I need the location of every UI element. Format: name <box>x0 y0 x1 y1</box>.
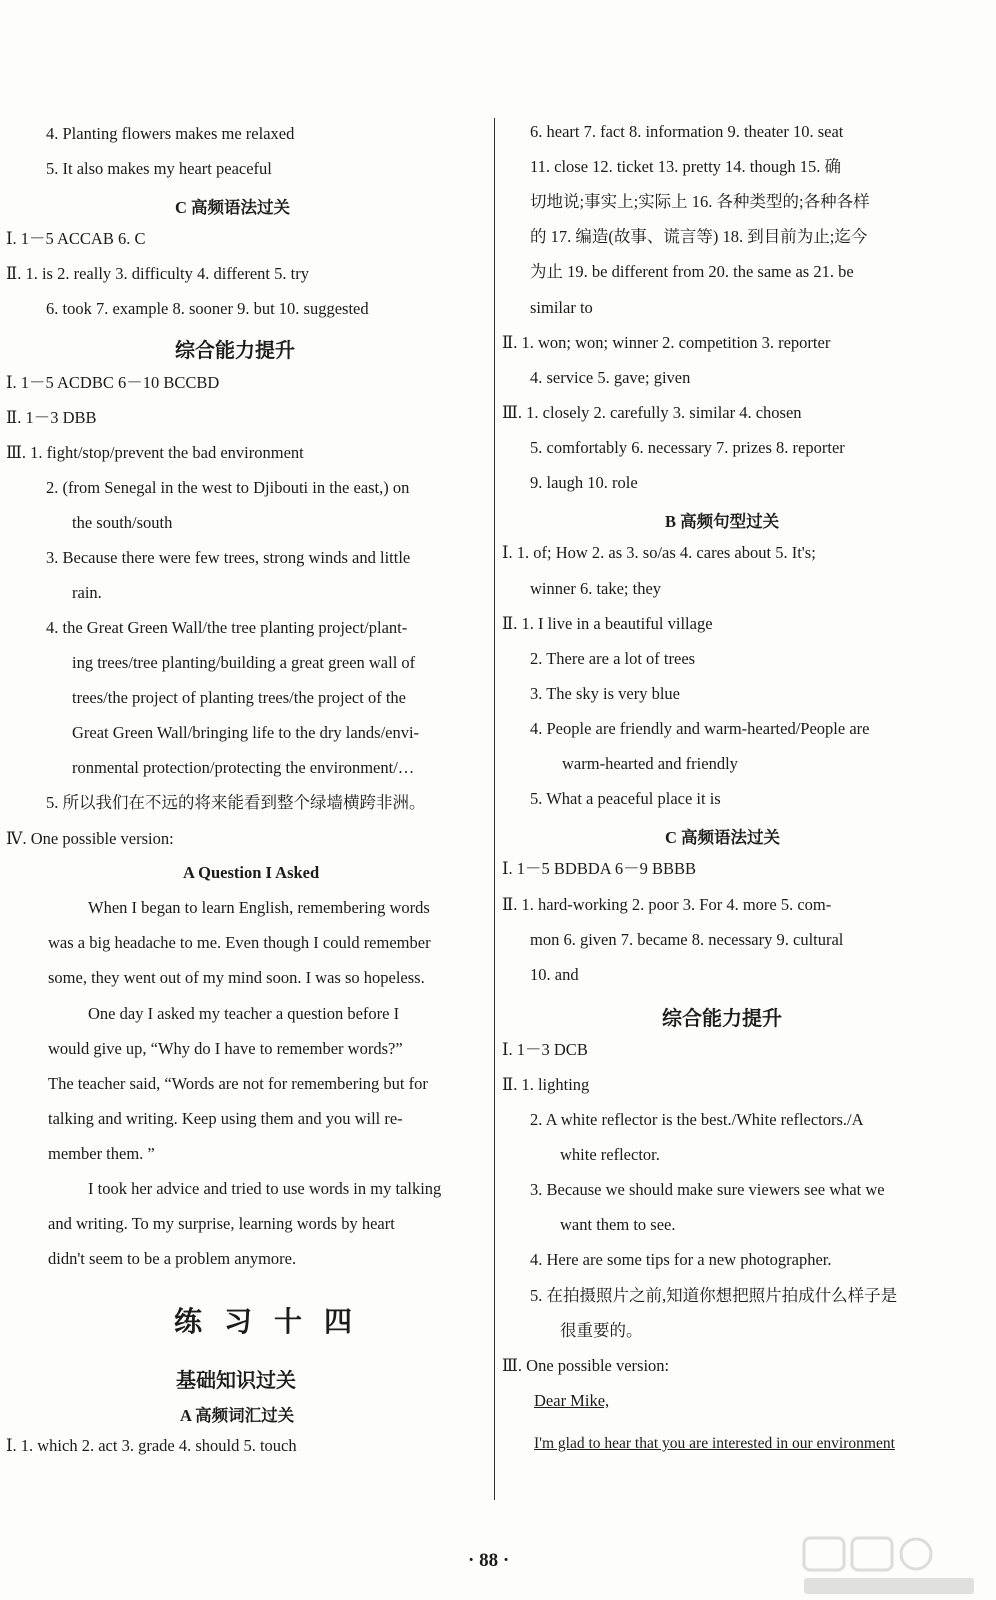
answer-line: 2. (from Senegal in the west to Djibouti in the east,) on <box>46 478 410 497</box>
section-heading: A 高频词汇过关 <box>180 1406 295 1425</box>
answer-line: Great Green Wall/bringing life to the dry lands/envi- <box>72 723 420 742</box>
section-heading: 基础知识过关 <box>176 1370 296 1392</box>
answer-line: 3. Because there were few trees, strong winds and little <box>46 548 411 567</box>
answer-line: white reflector. <box>560 1145 660 1164</box>
column-divider <box>494 118 495 1500</box>
answer-line: Ⅲ. 1. fight/stop/prevent the bad environment <box>6 443 304 462</box>
answer-line: 4. Here are some tips for a new photographer. <box>530 1250 832 1269</box>
answer-line: 4. Planting flowers makes me relaxed <box>46 124 295 143</box>
answer-line: the south/south <box>72 513 173 532</box>
essay-line: and writing. To my surprise, learning words by heart <box>48 1214 395 1233</box>
essay-title: A Question I Asked <box>183 863 320 882</box>
section-heading: C 高频语法过关 <box>175 198 291 217</box>
answer-line: Ⅱ. 1. is 2. really 3. difficulty 4. different 5. try <box>6 264 309 283</box>
answer-line: 5. 所以我们在不远的将来能看到整个绿墙横跨非洲。 <box>46 793 426 812</box>
answer-line: ing trees/tree planting/building a great green wall of <box>72 653 416 672</box>
answer-line: Ⅱ. 1. lighting <box>502 1075 590 1094</box>
answer-line: 6. took 7. example 8. sooner 9. but 10. suggested <box>46 299 369 318</box>
answer-line: 2. A white reflector is the best./White reflectors./A <box>530 1110 864 1129</box>
answer-line: Ⅳ. One possible version: <box>6 829 174 848</box>
answer-line: 5. 在拍摄照片之前,知道你想把照片拍成什么样子是 <box>530 1286 898 1305</box>
page-number: · 88 · <box>468 1550 510 1571</box>
answer-line: Ⅱ. 1. hard-working 2. poor 3. For 4. more 5. com- <box>502 895 832 914</box>
essay-line: I took her advice and tried to use words in my talking <box>88 1179 442 1198</box>
answer-line: 5. What a peaceful place it is <box>530 789 721 808</box>
answer-line: 11. close 12. ticket 13. pretty 14. though 15. 确 <box>530 157 842 176</box>
answer-line: 5. comfortably 6. necessary 7. prizes 8. reporter <box>530 438 845 457</box>
answer-line: 切地说;事实上;实际上 16. 各种类型的;各种各样 <box>530 192 870 211</box>
essay-line: would give up, “Why do I have to remember words?” <box>48 1039 403 1058</box>
answer-line: Ⅰ. 1－3 DCB <box>502 1040 588 1059</box>
answer-line: 4. the Great Green Wall/the tree planting project/plant- <box>46 618 408 637</box>
essay-line: When I began to learn English, remembering words <box>88 898 430 917</box>
essay-line: talking and writing. Keep using them and you will re- <box>48 1109 403 1128</box>
answer-line: 4. People are friendly and warm-hearted/People are <box>530 719 870 738</box>
answer-line: trees/the project of planting trees/the project of the <box>72 688 406 707</box>
answer-line: 5. It also makes my heart peaceful <box>46 159 272 178</box>
letter-salutation: Dear Mike, <box>534 1391 610 1410</box>
essay-line: some, they went out of my mind soon. I was so hopeless. <box>48 968 425 987</box>
section-heading: 综合能力提升 <box>662 1008 782 1030</box>
answer-line: 10. and <box>530 965 579 984</box>
answer-line: Ⅲ. One possible version: <box>502 1356 670 1375</box>
answer-line: Ⅱ. 1. won; won; winner 2. competition 3. reporter <box>502 333 831 352</box>
essay-line: didn't seem to be a problem anymore. <box>48 1249 297 1268</box>
answer-line: 很重要的。 <box>560 1321 643 1340</box>
answer-line: 3. Because we should make sure viewers see what we <box>530 1180 885 1199</box>
answer-line: 6. heart 7. fact 8. information 9. theater 10. seat <box>530 122 844 141</box>
answer-line: Ⅱ. 1－3 DBB <box>6 408 97 427</box>
answer-line: want them to see. <box>560 1215 676 1234</box>
answer-line: Ⅱ. 1. I live in a beautiful village <box>502 614 713 633</box>
answer-line: rain. <box>72 583 102 602</box>
answer-line: Ⅰ. 1－5 ACDBC 6－10 BCCBD <box>6 373 220 392</box>
essay-line: One day I asked my teacher a question before I <box>88 1004 400 1023</box>
essay-line: was a big headache to me. Even though I could remember <box>48 933 431 952</box>
watermark-logo <box>798 1534 988 1598</box>
essay-line: The teacher said, “Words are not for remembering but for <box>48 1074 428 1093</box>
answer-line: 的 17. 编造(故事、谎言等) 18. 到目前为止;迄今 <box>530 227 868 246</box>
section-title: 练习十四 <box>174 1307 375 1338</box>
answer-line: 2. There are a lot of trees <box>530 649 696 668</box>
answer-line: Ⅰ. 1－5 ACCAB 6. C <box>6 229 146 248</box>
answer-line: Ⅰ. 1. of; How 2. as 3. so/as 4. cares about 5. It's; <box>502 543 816 562</box>
answer-line: 为止 19. be different from 20. the same as 21. be <box>530 262 854 281</box>
letter-line: I'm glad to hear that you are interested in our environment <box>534 1435 895 1452</box>
section-heading: 综合能力提升 <box>175 340 295 362</box>
section-heading: B 高频句型过关 <box>665 512 780 531</box>
answer-line: Ⅲ. 1. closely 2. carefully 3. similar 4. chosen <box>502 403 802 422</box>
answer-line: 9. laugh 10. role <box>530 473 638 492</box>
answer-line: mon 6. given 7. became 8. necessary 9. cultural <box>530 930 844 949</box>
answer-line: 4. service 5. gave; given <box>530 368 691 387</box>
answer-line: Ⅰ. 1－5 BDBDA 6－9 BBBB <box>502 859 697 878</box>
answer-line: ronmental protection/protecting the environment/… <box>72 758 415 777</box>
answer-line: winner 6. take; they <box>530 579 662 598</box>
answer-line: similar to <box>530 298 593 317</box>
answer-line: warm-hearted and friendly <box>562 754 738 773</box>
essay-line: member them. ” <box>48 1144 155 1163</box>
answer-line: 3. The sky is very blue <box>530 684 681 703</box>
answer-line: Ⅰ. 1. which 2. act 3. grade 4. should 5. touch <box>6 1436 297 1455</box>
section-heading: C 高频语法过关 <box>665 828 781 847</box>
